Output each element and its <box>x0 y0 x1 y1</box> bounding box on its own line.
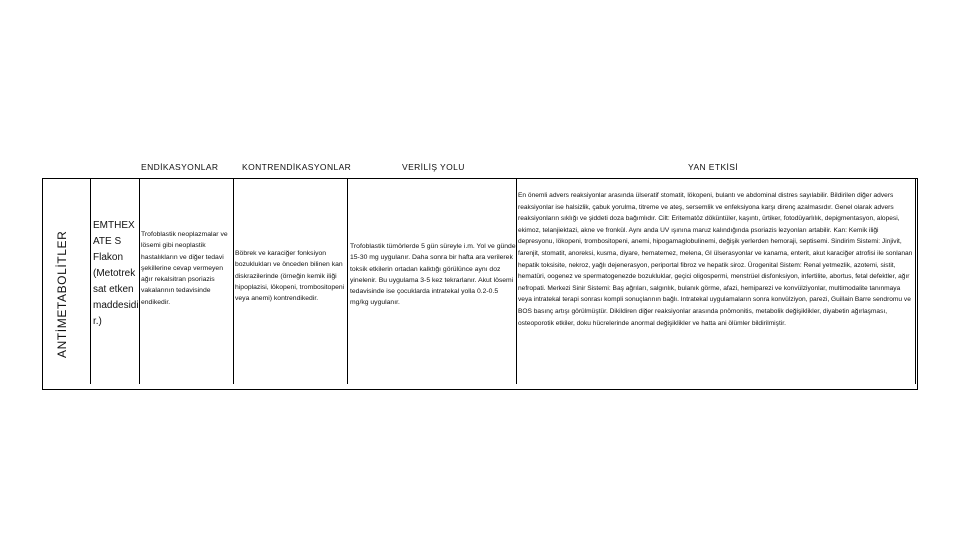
indications-text: Trofoblastik neoplazmalar ve lösemi gibi neoplastik hastalıkların ve diğer tedavi şekillerine cevap vermeyen ağır rekalsitran psoriazis vakalarının tedavisinde endikedir. <box>141 231 228 306</box>
route-text: Trofoblastik tümörlerde 5 gün süreyle i.m. Yol ve günde 15-30 mg uygulanır. Daha sonra bir hafta ara verilerek toksik etkilerin ortadan kalktığı görülünce aynı doz yinelenir. Bu uygulama 3-5 kez tekrarlanır. Akut lösemi tedavisinde ise çocuklarda intratekal yolla 0.2-0.5 mg/kg uygulanır. <box>350 243 516 307</box>
contraindications-text: Böbrek ve karaciğer fonksiyon bozuklukları ve önceden bilinen kan diskrazilerinde (örneğin kemik iliği hipoplazisi, lökopeni, trombositopeni veya anemi) kontrendikedir. <box>235 250 345 303</box>
side-effects-text: En önemli advers reaksiyonlar arasında ülseratif stomatit, lökopeni, bulantı ve abdominal distres sayılabilir. Bildirilen diğer advers reaksiyonlar ise halsizlik, çabuk yorulma, titreme ve ateş, sersemlik ve enfeksiyona karşı direnç azalmasıdır. Genel olarak advers reaksiyonların sıklığı ve şiddeti doza bağımlıdır. Cilt: Eritematöz döküntüler, kaşıntı, ürtiker, fotodüyarlılık, depigmentasyon, alopesi, ekimoz, telanjiektazi, akne ve fronkül. Aynı anda UV ışınına maruz kalındığında psoriazis lezyonları artabilir. Kan: Kemik iliği depresyonu, lökopeni, trombositopeni, anemi, hipogamaglobulinemi, değişik yerlerden hemoraji, septisemi. Sindirim Sistemi: Jinjivit, farenjit, stomatit, anoreksi, kusma, diyare, hematemez, melena, GI ülserasyonlar ve kanama, enterit, akut karaciğer atrofisi ile sonlanan hepatik toksisite, nekroz, yağlı dejenerasyon, periportal fibroz ve hepatik siroz. Ürogenital Sistem: Renal yetmezlik, azotemi, sistit, hematüri, oogenez ve spermatogenezde bozukluklar, geçici oligospermi, menstrüel disfonksiyon, infertilite, abortus, fetal defektler, ağır nefropati. Merkezi Sinir Sistemi: Baş ağrıları, salgınlık, bulanık görme, afazi, hemiparezi ve konvülziyonlar, multimodalite tanınmaya veya intratekal terapi sonrası kompli sonuçlarının bağlı. Intratekal uygulamaların sonra konvülziyon, parezi, Guillain Barre sendromu ve BOS basınç artışı görülmüştür. Dikildiren diğer reaksiyonlar arasında pnömonitis, metabolik değişiklikler, diyabetin ağırlaşması, osteoporotik etkiler, doku hücrelerinde anormal değişiklikler ve hatta ani ölümler bildirilmiştir. <box>518 192 913 327</box>
header-indications: ENDİKASYONLAR <box>141 162 219 172</box>
header-side-effects: YAN ETKİSİ <box>688 162 739 172</box>
header-route: VERİLİŞ YOLU <box>402 162 465 172</box>
header-contraindications: KONTRENDİKASYONLAR <box>242 162 352 172</box>
drug-name: EMTHEXATE S Flakon (Metotreksat etken maddesidir.) <box>93 220 139 327</box>
row-label: ANTİMETABOLİTLER <box>55 230 69 358</box>
